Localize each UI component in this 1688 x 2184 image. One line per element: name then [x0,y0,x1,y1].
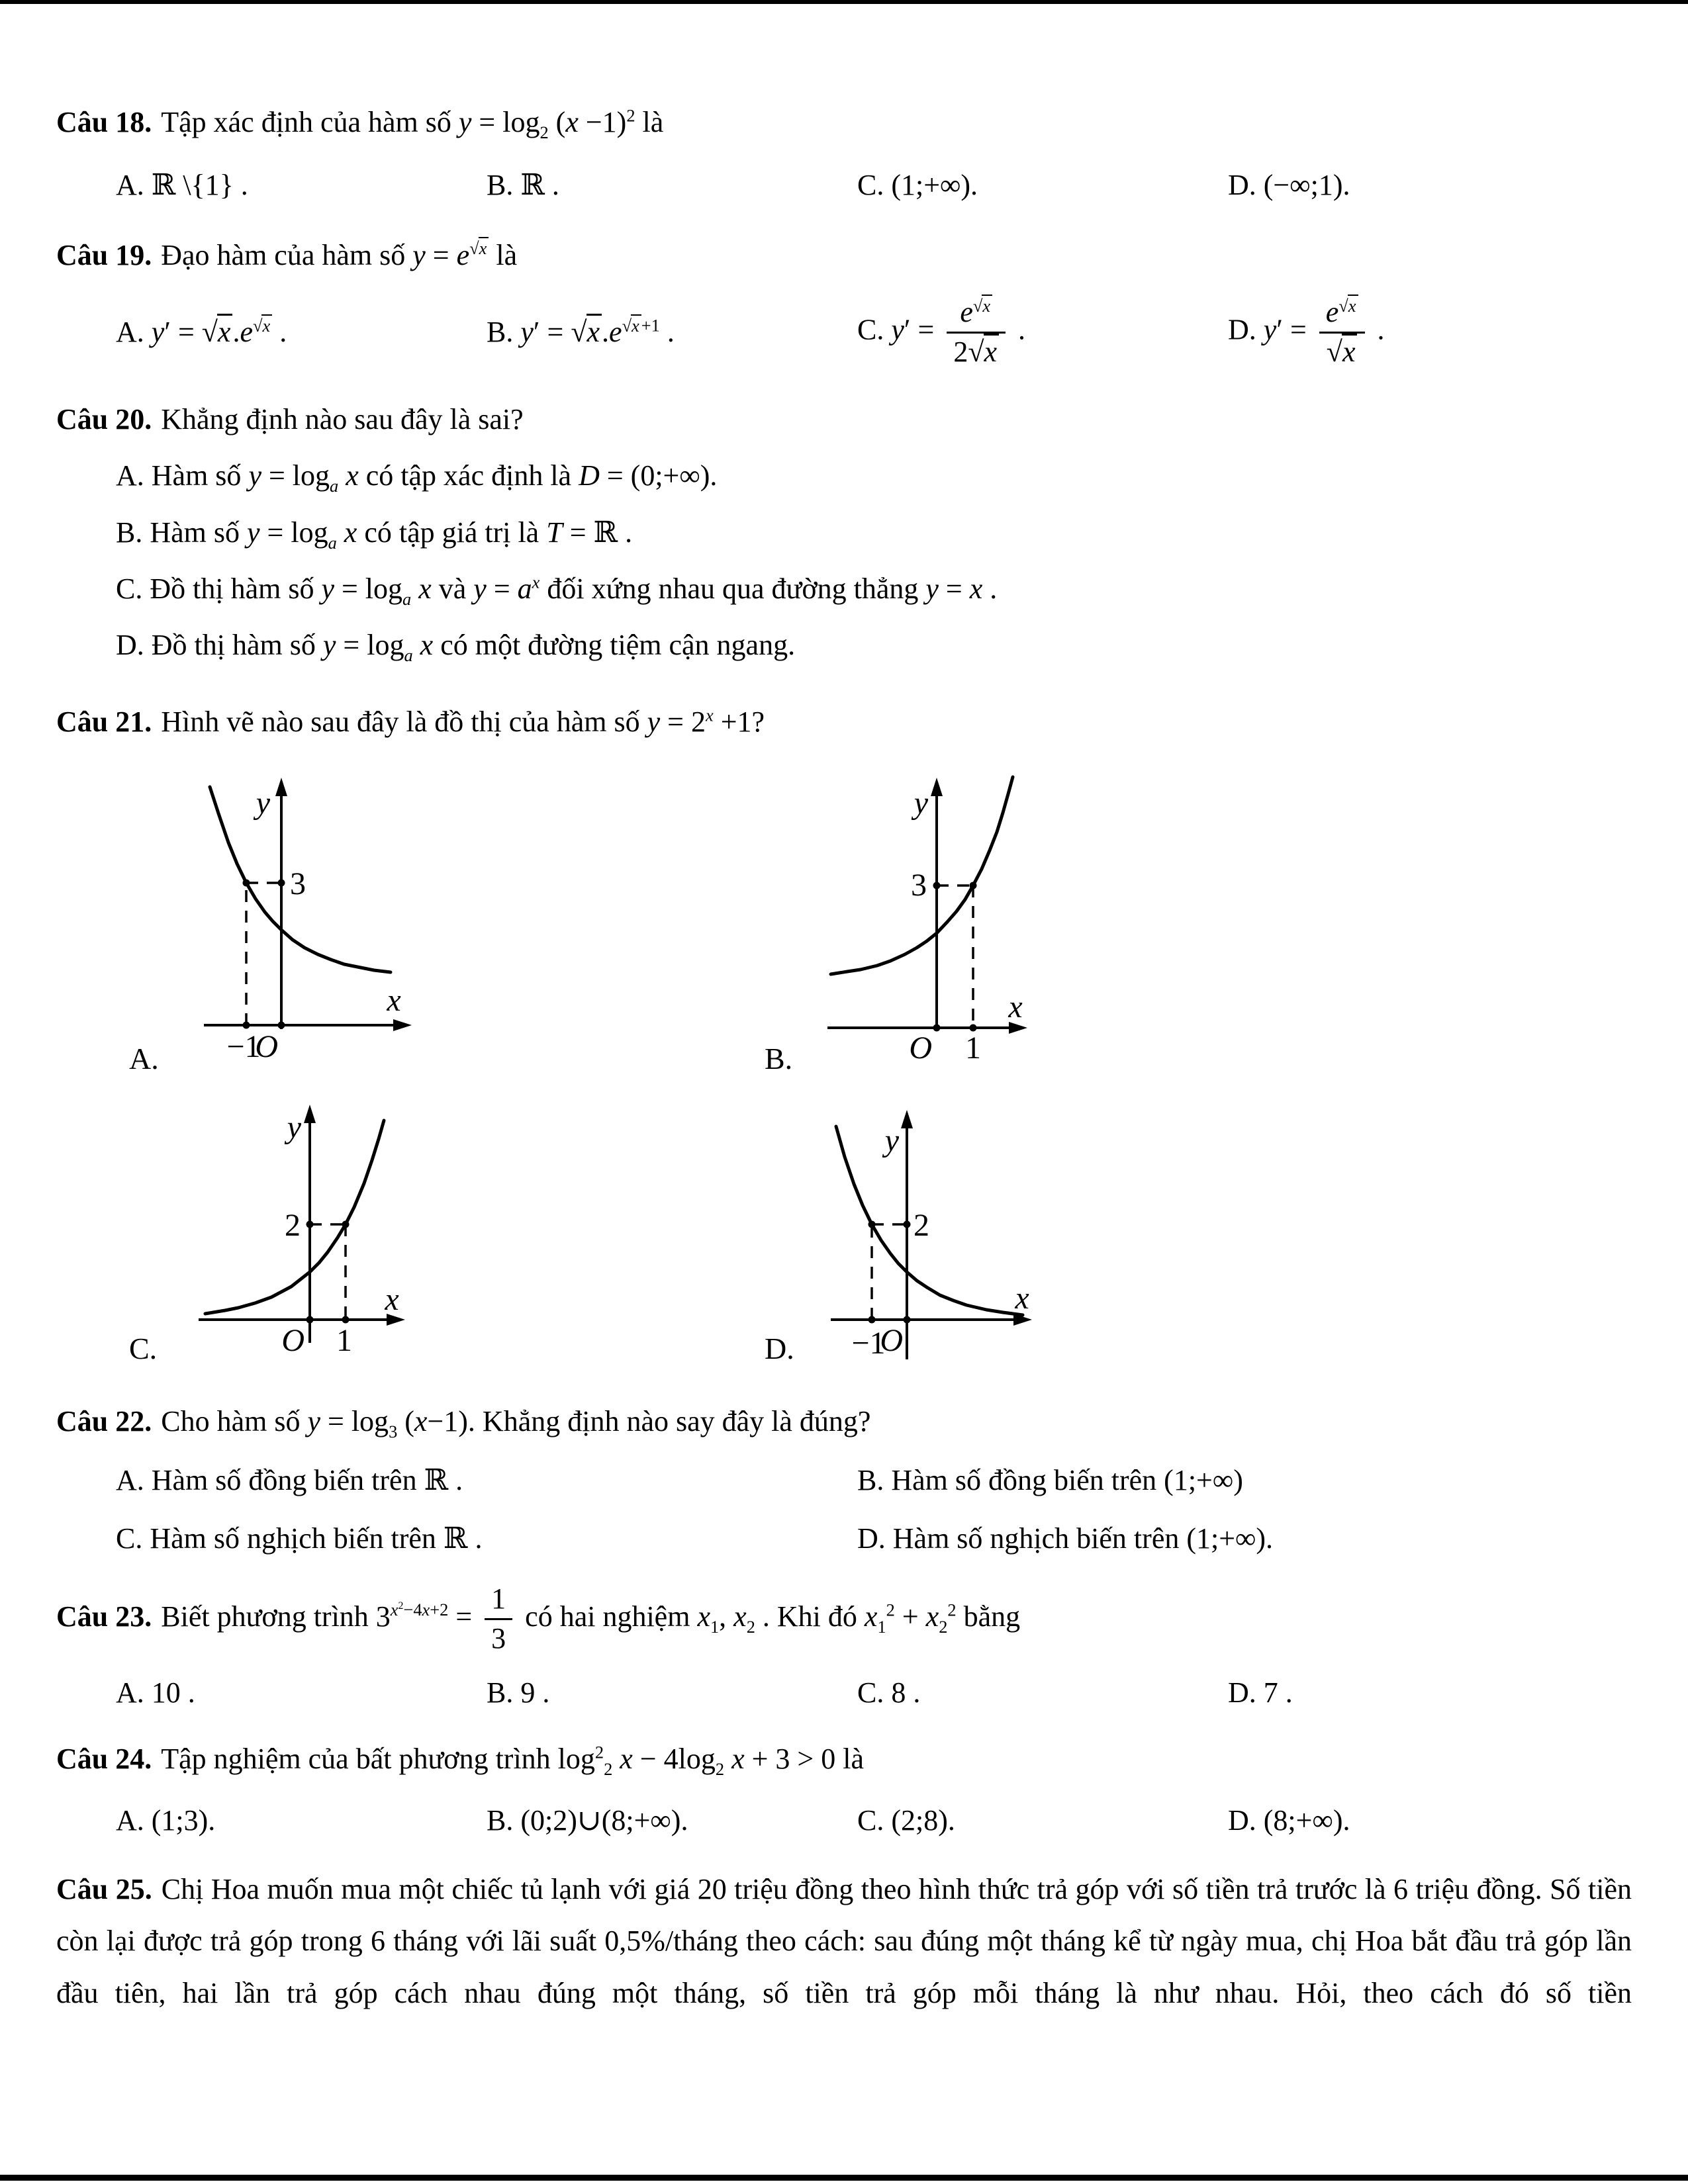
question-18-option-c: C. (1;+∞). [857,169,978,202]
option-letter-a: A. [129,1042,159,1076]
question-19-option-a: A. y′ = √ x.e √ $^x$ . [116,309,487,355]
question-24-stem: Tập nghiệm của bất phương trình $\log^2_2 x - 4\log_2$ x + 3 > 0 là [161,1742,864,1780]
question-23-stem: Biết phương trình $3^{x^2-4x+2}$ = $\frac{1}{3}$ có hai nghiệm $x_1$, $x_2$ . Khi đó $x_1^2 + x_2^2$ bằng [161,1582,1021,1655]
question-19-options [116,295,1632,370]
x-tick-label: 1 [336,1323,352,1359]
question-24-option-b: B. (0;2)∪(8;+∞). [487,1803,688,1837]
point-dot [970,882,977,889]
question-22-options-row-2 [116,1516,1632,1562]
question-23 [56,1582,1632,1657]
graph-option-c [93,1090,556,1375]
graph-b-figure [728,755,1192,1079]
question-23-label: Câu 23. [56,1600,152,1633]
question-19-option-c: C. y′ = $\frac{e √ ^x}{2 √ x}$ . [857,295,1228,370]
question-18-label: Câu 18. [56,106,152,138]
graph-d-figure [728,1090,1192,1368]
x-tick-label: −1 [226,1029,261,1065]
question-20-option-b: B. Hàm số $y = \log_a x$ có tập giá trị là T = ℝ . [116,516,633,553]
question-20-stem: Khẳng định nào sau đây là sai? [161,402,524,435]
x-axis-label: x [387,983,401,1019]
question-18 [56,99,1632,146]
exponential-curve [836,1126,1023,1315]
question-20-options [56,453,1632,669]
question-20 [56,396,1632,443]
question-21 [56,699,1632,745]
question-22-option-b: B. Hàm số đồng biến trên (1;+∞) [857,1463,1243,1496]
x-axis-arrow-icon [393,1019,412,1031]
question-22-option-d: D. Hàm số nghịch biến trên (1;+∞). [857,1522,1274,1555]
question-24-options [116,1797,1632,1844]
y-axis-label: y [287,1110,301,1146]
question-22-stem: Cho hàm số $y = \log_3 (x-1)$. Khẳng định nào say đây là đúng? [161,1405,871,1441]
question-23-option-c: C. 8 . [857,1676,921,1709]
question-21-graph-row-1 [93,755,1632,1087]
x-axis-label: x [1015,1281,1029,1316]
question-22-option-c: C. Hàm số nghịch biến trên ℝ . [116,1522,483,1555]
question-24-label: Câu 24. [56,1743,152,1776]
question-25-label: Câu 25. [56,1873,152,1906]
question-18-option-b: B. ℝ . [487,169,559,202]
question-23-options [116,1670,1632,1716]
question-19-option-d: D. y′ = e √ $^x$ √ x . [1228,295,1632,370]
point-dot [904,1221,911,1228]
y-tick-label: 2 [914,1208,929,1244]
scan-edge-top [0,0,1688,4]
point-dot [342,1316,350,1324]
question-24-option-c: C. (2;8). [857,1803,955,1837]
origin-label: O [880,1323,903,1359]
x-tick-label: −1 [851,1326,886,1361]
point-dot [933,882,941,889]
question-19-stem: Đạo hàm của hàm số y = e √ $^x$ là [161,239,517,271]
question-20-option-a: A. Hàm số $y = \log_a x$ có tập xác định là D = (0;+∞). [116,459,718,496]
question-20-option-c: C. Đồ thị hàm số $y = \log_a x$ và $y = a^x$ đối xứng nhau qua đường thẳng y = x . [116,572,998,609]
question-23-option-d: D. 7 . [1228,1676,1293,1709]
point-dot [868,1316,876,1324]
question-24 [56,1736,1632,1782]
point-dot [243,1022,250,1029]
question-23-option-a: A. 10 . [116,1676,195,1709]
x-axis-label: x [385,1282,399,1318]
point-dot [306,1221,314,1228]
option-letter-d: D. [765,1332,794,1366]
question-19-option-b: B. y′ = √ x.e √ $^{x +1}$ . [487,309,857,355]
question-19 [56,232,1632,279]
graph-option-d [728,1090,1192,1375]
origin-label: O [909,1030,932,1066]
point-dot [868,1221,876,1228]
y-axis-arrow-icon [931,778,943,796]
point-dot [306,1316,314,1324]
graph-a-figure [93,755,556,1079]
question-22 [56,1398,1632,1445]
question-18-options [116,162,1632,208]
origin-label: O [281,1323,305,1359]
y-tick-label: 2 [285,1208,301,1244]
question-25-text: Chị Hoa muốn mua một chiếc tủ lạnh với giá 20 triệu đồng theo hình thức trả góp với số tiền trả trước là 6 triệu đồng. Số tiền còn lại được trả góp trong 6 tháng với lãi suất 0,5%/tháng theo cách: sau đúng một tháng kể từ ngày mua, chị Hoa bắt đầu trả góp lần đầu tiên, hai lần trả góp cách nhau đúng một tháng, số tiền trả góp mỗi tháng là như nhau. Hỏi, theo cách đó số tiền [56,1873,1632,2009]
x-tick-label: 1 [965,1030,981,1066]
point-dot [904,1316,911,1324]
y-axis-arrow-icon [901,1110,913,1128]
question-23-option-b: B. 9 . [487,1676,550,1709]
question-18-stem: Tập xác định của hàm số $y = \log_2 (x -1)^2$ là [161,105,664,142]
question-22-options-row-1 [116,1457,1632,1504]
point-dot [342,1221,350,1228]
question-22-option-a: A. Hàm số đồng biến trên ℝ . [116,1463,463,1496]
y-axis-label: y [884,1123,899,1159]
question-19-label: Câu 19. [56,238,152,271]
question-21-stem: Hình vẽ nào sau đây là đồ thị của hàm số $y = 2^x +1$? [161,705,765,738]
graph-c-figure [93,1090,556,1368]
y-axis-arrow-icon [304,1105,316,1123]
question-24-option-d: D. (8;+∞). [1228,1803,1350,1837]
point-dot [933,1024,941,1032]
question-24-option-a: A. (1;3). [116,1803,216,1837]
point-dot [243,880,250,887]
scan-edge-bottom [0,2175,1688,2181]
y-tick-label: 3 [290,866,306,902]
option-letter-c: C. [129,1332,158,1366]
question-20-label: Câu 20. [56,402,152,435]
question-22-label: Câu 22. [56,1405,152,1438]
y-axis-label: y [256,786,270,821]
point-dot [278,1022,285,1029]
origin-label: O [255,1029,278,1065]
question-25 [56,1864,1632,2019]
x-axis-label: x [1008,989,1023,1025]
question-21-graph-row-2 [93,1090,1632,1375]
question-20-option-d: D. Đồ thị hàm số $y = \log_a x$ có một đường tiệm cận ngang. [116,629,796,666]
y-tick-label: 3 [911,868,927,903]
graph-option-b [728,755,1192,1087]
option-letter-b: B. [765,1042,793,1076]
y-axis-arrow-icon [275,778,287,796]
graph-option-a [93,755,556,1087]
question-21-label: Câu 21. [56,705,152,738]
question-18-option-d: D. (−∞;1). [1228,169,1350,202]
y-axis-label: y [914,786,928,821]
point-dot [278,880,285,887]
question-18-option-a: A. ℝ \{1} . [116,169,248,202]
